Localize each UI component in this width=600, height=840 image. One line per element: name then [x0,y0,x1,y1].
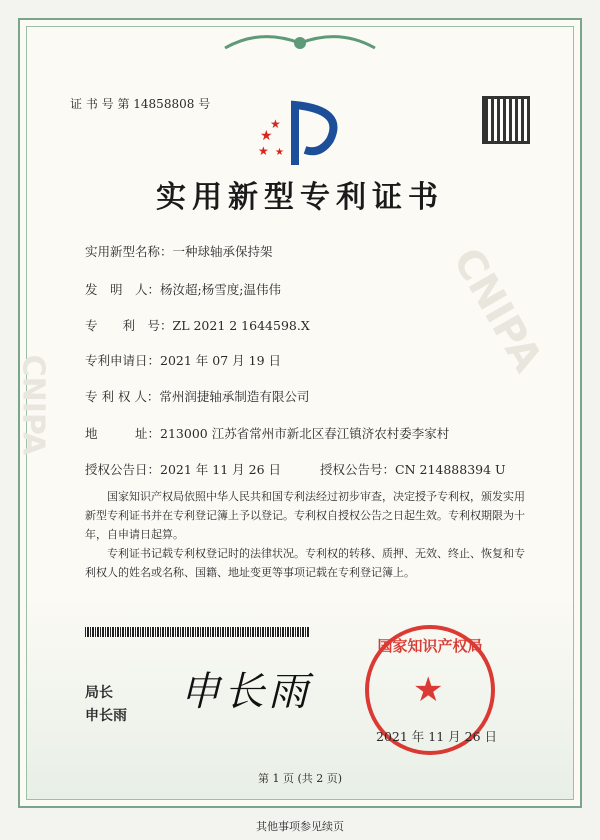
svg-text:★: ★ [260,128,273,144]
continuation-note: 其他事项参见续页 [256,820,344,833]
director-title: 局长 [85,685,113,701]
field-patent-no: 专 利 号：ZL 2021 2 1644598.X [85,318,310,333]
field-patentee: 专 利 权 人：常州润捷轴承制造有限公司 [85,389,310,404]
field-announce-no: 授权公告号：CN 214888394 U [320,462,506,477]
field-inventor: 发 明 人：杨汝超;杨雪度;温伟伟 [85,282,281,297]
paragraph: 国家知识产权局依照中华人民共和国专利法经过初步审查，决定授予专利权，颁发实用新型专利证书并在专利登记簿上予以登记。专利权自授权公告之日起生效。专利权期限为十年，自申请日起算。 [85,490,525,541]
barcode [85,627,310,637]
star-icon: ★ [413,670,444,710]
paragraph: 专利证书记载专利权登记时的法律状况。专利权的转移、质押、无效、终止、恢复和专利权人的姓名或名称、国籍、地址变更等事项记载在专利登记簿上。 [85,547,525,579]
director-name: 申长雨 [85,708,127,724]
ornament-icon [220,28,380,58]
handwritten-signature: 申长雨 [180,669,312,715]
cnipa-logo-icon [255,100,350,170]
watermark: CNIPA [443,240,551,380]
page-title: 实用新型专利证书 [156,180,444,215]
official-seal: 国家知识产权局 ★ [365,625,495,755]
svg-text:★: ★ [258,144,269,158]
certificate-number: 证 书 号 第 14858808 号 [70,97,211,111]
field-grant-date: 授权公告日：2021 年 11 月 26 日 [85,462,282,477]
svg-text:★: ★ [270,117,281,131]
svg-text:★: ★ [275,147,284,158]
seal-date: 2021 年 11 月 26 日 [376,729,497,744]
field-filing-date: 专利申请日：2021 年 07 月 19 日 [85,353,282,368]
qr-code [482,96,530,144]
field-name: 实用新型名称：一种球轴承保持架 [85,244,273,259]
watermark: CNIPA [15,354,51,456]
page-number: 第 1 页 (共 2 页) [257,772,343,785]
field-address: 地 址：213000 江苏省常州市新北区春江镇济农村委李家村 [85,426,450,441]
body-text [85,487,525,582]
